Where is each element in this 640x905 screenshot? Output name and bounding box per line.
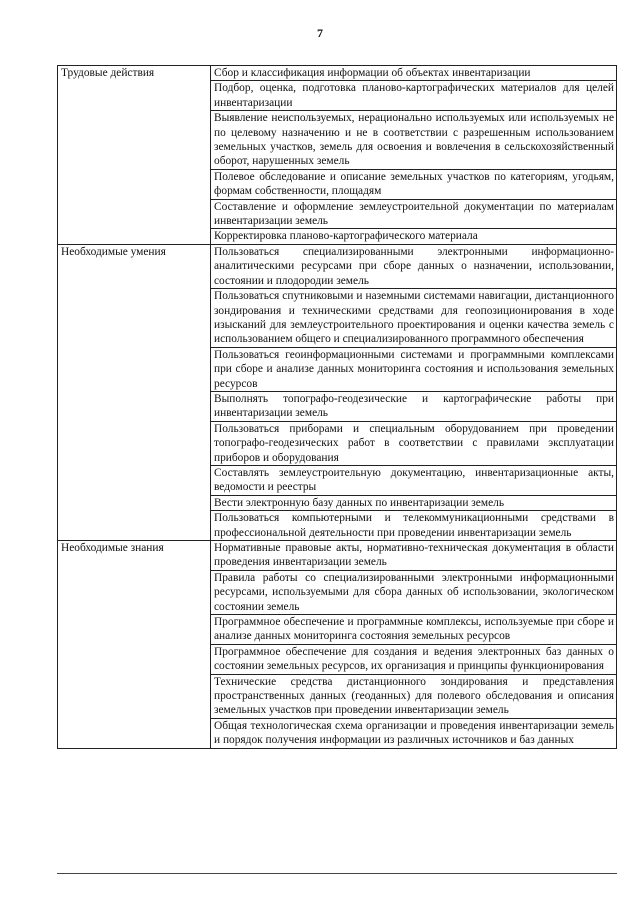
section-item: Программное обеспечение для создания и ведения электронных баз данных о состоянии земельных ресурсов, их организация и принципы функционирования	[211, 644, 617, 674]
section-item: Корректировка планово-картографического материала	[211, 229, 617, 244]
section-item: Общая технологическая схема организации и проведения инвентаризации земель и порядок получения информации из различных источников и баз данных	[211, 718, 617, 748]
section-item: Пользоваться геоинформационными системами и программными комплексами при сборе и анализе данных мониторинга состояния и использования земельных ресурсов	[211, 347, 617, 391]
section-item: Пользоваться компьютерными и телекоммуникационными средствами в профессиональной деятельности при проведении инвентаризации земель	[211, 511, 617, 541]
section-item: Технические средства дистанционного зондирования и представления пространственных данных (геоданных) для полевого обследования и описания земельных участков при проведении инвентаризации земель	[211, 674, 617, 718]
section-item: Пользоваться специализированными электронными информационно-аналитическими ресурсами при сборе данных о назначении, использовании, состоянии и плодородии земель	[211, 244, 617, 288]
section-item: Вести электронную базу данных по инвентаризации земель	[211, 495, 617, 510]
section-item: Составлять землеустроительную документацию, инвентаризационные акты, ведомости и реестры	[211, 465, 617, 495]
section-item: Программное обеспечение и программные комплексы, используемые при сборе и анализе данных мониторинга состояния земельных ресурсов	[211, 615, 617, 645]
requirements-table	[57, 65, 617, 749]
section-label: Трудовые действия	[58, 66, 211, 245]
requirements-table-body	[58, 66, 617, 749]
section-item: Составление и оформление землеустроительной документации по материалам инвентаризации земель	[211, 199, 617, 229]
section-item: Подбор, оценка, подготовка планово-картографических материалов для целей инвентаризации	[211, 81, 617, 111]
table-row	[58, 541, 617, 571]
section-item: Сбор и классификация информации об объектах инвентаризации	[211, 66, 617, 81]
section-item: Нормативные правовые акты, нормативно-техническая документация в области проведения инвентаризации земель	[211, 541, 617, 571]
table-row	[58, 244, 617, 288]
page-number: 7	[317, 26, 323, 40]
section-item: Выявление неиспользуемых, нерационально используемых или используемых не по целевому назначению и не в соответствии с разрешенным использованием земельных участков, земель для освоения и вовлечения в сельскохозяйственный оборот, нарушенных земель	[211, 111, 617, 170]
section-item: Пользоваться приборами и специальным оборудованием при проведении топографо-геодезических работ в соответствии с правилами эксплуатации приборов и оборудования	[211, 421, 617, 465]
page-bottom-rule	[57, 873, 617, 874]
section-item: Полевое обследование и описание земельных участков по категориям, угодьям, формам собственности, площадям	[211, 169, 617, 199]
section-item: Правила работы со специализированными электронными информационными ресурсами, используемыми для сбора данных об использовании, экологическом состоянии земель	[211, 570, 617, 614]
table-row	[58, 66, 617, 81]
section-item: Пользоваться спутниковыми и наземными системами навигации, дистанционного зондирования и техническими средствами для геопозиционирования в ходе изысканий для землеустроительного проектирования и оценки качества земель с использованием общего и специализированного программного обеспечения	[211, 289, 617, 348]
section-label: Необходимые знания	[58, 541, 211, 749]
section-label: Необходимые умения	[58, 244, 211, 540]
section-item: Выполнять топографо-геодезические и картографические работы при инвентаризации земель	[211, 391, 617, 421]
